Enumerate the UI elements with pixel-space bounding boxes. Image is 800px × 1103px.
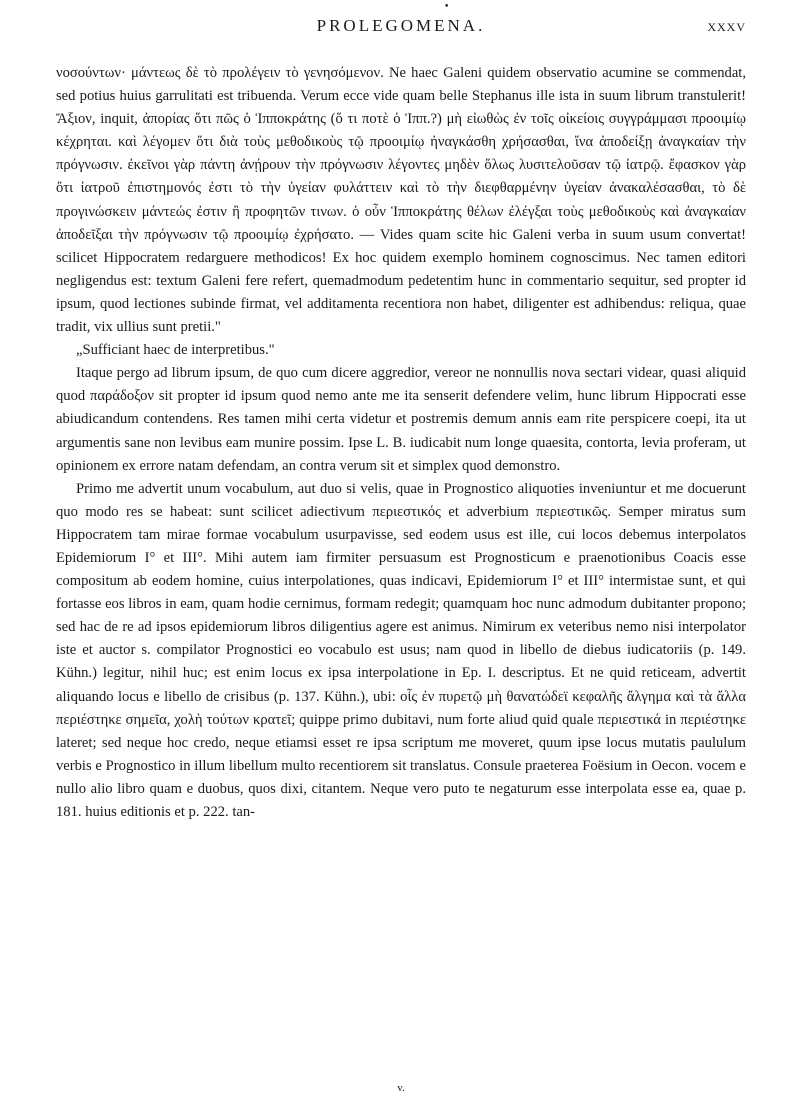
paragraph-4: Primo me advertit unum vocabulum, aut duo si velis, quae in Prognostico aliquoties inveniuntur et me docuerunt quo modo res se habeat: sunt scilicet adiectivum περιεστικός et adverbium περιεστικῶς. Semper miratus sum Hippocratem tam mirae formae vocabulum usurpavisse, sed eodem usus est ille, cui locos debemus interpolatos Epidemiorum I° et III°. Mihi autem iam firmiter persuasum est Prognosticum e praenotionibus Coacis esse compositum ab eodem homine, cuius interpolationes, quas indicavi, Epidemiorum I° et III° intermistae sunt, et qui fortasse eos libros in eam, quam hodie cernimus, formam redegit; quamquam hoc nunc admodum dubitanter propono; sed hac de re ad ipsos epidemiorum libros diligentius agere est animus. Nimirum ex veteribus nemo nisi interpolator iste et auctor s. compilator Prognostici eo vocabulo est usus; nam quod in libello de diebus iudicatoriis (p. 149. Kühn.) legitur, nihil huc; est enim locus ex ipsa interpolatione in Ep. I. descriptus. Et ne quid reticeam, advertit aliquando locus e libello de crisibus (p. 137. Kühn.), ubi: οἷς ἐν πυρετῷ μὴ θανατώδεϊ κεφαλῆς ἄλγημα καὶ τὰ ἄλλα περιέστηκε σημεῖα, χολὴ τούτων κρατεῖ; quippe primo dubitavi, num forte aliud quid quale περιεστικά in περιέστηκε lateret; sed neque hoc credo, neque etiamsi esset re ipsa scriptum me moveret, quum ipse locus mutatis paululum verbis e Prognostico in illum libellum multo recentiorem sit translatus. Consule praeterea Foësium in Oecon. vocem e nullo alio libro quam e duobus, quos dixi, citantem. Neque vero puto te negaturum esse interpolata esse ea, quae p. 181. huius editionis et p. 222. tan- — [56, 480, 746, 820]
paragraph-2: „Sufficiant haec de interpretibus." — [76, 342, 275, 359]
header-mark: • — [444, 2, 450, 12]
page — [56, 0, 746, 1103]
paragraph-3: Itaque pergo ad librum ipsum, de quo cum dicere aggredior, vereor ne nonnullis nova sectari videar, quasi aliquid quod παράδοξον sit propter id ipsum quod nemo ante me ita senserit defendere velim, hunc librum Hippocrati esse abiudicandum contendens. Res tamen mihi certa videtur et postremis demum annis eam rite perspicere coepi, ita ut argumentis sane non levibus eam munire possim. Ipse L. B. iudicabit num longe quaesita, contorta, levia proferam, ut opinionem ex errore natam defendam, an contra verum sit et simplex quod demonstro. — [56, 365, 746, 474]
body-text — [56, 62, 746, 824]
signature-mark: v. — [397, 1082, 405, 1094]
paragraph-1: νοσούντων· μάντεως δὲ τὸ προλέγειν τὸ γενησόμενον. Ne haec Galeni quidem observatio acumine se commendat, sed potius huius garrulitati est tribuenda. Verum ecce vide quam belle Stephanus ille ista in suum librum transtulerit! Ἄξιον, inquit, ἀπορίας ὅτι πῶς ὁ Ἱπποκράτης (ὅ τι ποτὲ ὁ Ἱππ.?) μὴ εἰωθὼς ἐν τοῖς οἰκείοις συγγράμμασι προοιμίῳ κέχρηται. καὶ λέγομεν ὅτι διὰ τοὺς μεθοδικοὺς τῷ προοιμίῳ ἠναγκάσθη χρήσασθαι, ἵνα ἀποδείξῃ ἀναγκαίαν τὴν πρόγνωσιν. ἐκεῖνοι γὰρ πάντη ἀνῄρουν τὴν πρόγνωσιν λέγοντες μηδὲν ὅλως λυσιτελοῦσαν τῷ ἰατρῷ. ἔφασκον γὰρ ὅτι ἰατροῦ ἐπιστημονός ἐστι τὸ τὴν ὑγείαν φυλάττειν καὶ τὸ τὴν διεφθαρμένην ὑγείαν ἀνακαλέσασθαι, τὸ δὲ προγινώσκειν μάντεώς ἐστιν ἢ προφητῶν τινων. ὁ οὖν Ἱπποκράτης θέλων ἐλέγξαι τοὺς μεθοδικοὺς καὶ ἀναγκαίαν ἀποδεῖξαι τὴν πρόγνωσιν τῷ προοιμίῳ ἐχρήσατο. — Vides quam scite hic Galeni verba in suum usum convertat! scilicet Hippocratem redarguere methodicos! Ex hoc quidem exemplo hominem cognoscimus. Nec tamen editori negligendus est: textum Galeni fere refert, quemadmodum pedetentim hunc in commentario sequitur, sed propter id ipsum, quod lectiones subinde firmat, vel additamenta recentiora non habet, diligenter est adhibendus: reliqua, quae tradit, vix ullius sunt pretii." — [56, 65, 746, 336]
running-head — [56, 0, 746, 48]
page-number: XXXV — [707, 20, 746, 34]
page-title: PROLEGOMENA. — [316, 16, 486, 35]
